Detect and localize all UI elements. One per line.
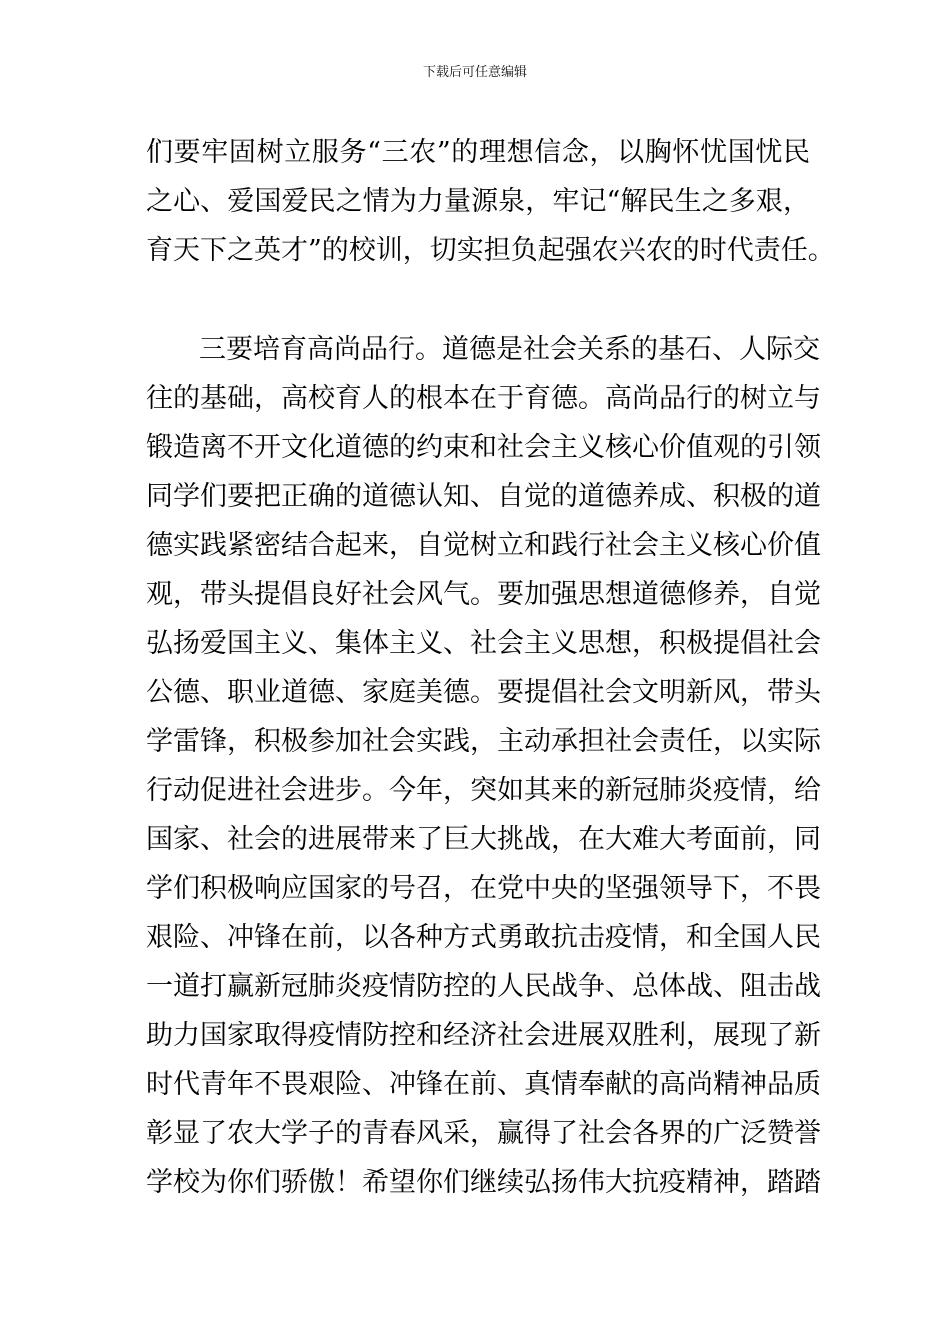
text-line: 观，带头提倡良好社会风气。要加强思想道德修养，自觉 — [146, 579, 821, 610]
text-line: 学校为你们骄傲！希望你们继续弘扬伟大抗疫精神，踏踏 — [146, 1167, 821, 1198]
text-line: 之心、爱国爱民之情为力量源泉，牢记“解民生之多艰， — [146, 186, 810, 217]
text-line: 行动促进社会进步。今年，突如其来的新冠肺炎疫情，给 — [146, 775, 821, 806]
text-line: 育天下之英才”的校训，切实担负起强农兴农的时代责任。 — [146, 235, 835, 266]
text-line: 德实践紧密结合起来，自觉树立和践行社会主义核心价值 — [146, 530, 821, 561]
text-line: 往的基础，高校育人的根本在于育德。高尚品行的树立与 — [146, 383, 821, 414]
text-line: 学们积极响应国家的号召，在党中央的坚强领导下，不畏 — [146, 873, 821, 904]
text-line: 艰险、冲锋在前，以各种方式勇敢抗击疫情，和全国人民 — [146, 922, 821, 953]
page-header: 下载后可任意编辑 — [422, 65, 527, 80]
text-line: 一道打赢新冠肺炎疫情防控的人民战争、总体战、阻击战 — [146, 971, 821, 1002]
text-line: 时代青年不畏艰险、冲锋在前、真情奉献的高尚精神品质 — [146, 1069, 821, 1100]
text-line: 同学们要把正确的道德认知、自觉的道德养成、积极的道 — [146, 481, 821, 512]
text-line: 们要牢固树立服务“三农”的理想信念，以胸怀忧国忧民 — [146, 137, 810, 168]
text-line: 助力国家取得疫情防控和经济社会进展双胜利，展现了新 — [146, 1020, 821, 1051]
text-line: 弘扬爱国主义、集体主义、社会主义思想，积极提倡社会 — [146, 628, 821, 659]
text-line: 学雷锋，积极参加社会实践，主动承担社会责任，以实际 — [146, 726, 821, 757]
text-line: 锻造离不开文化道德的约束和社会主义核心价值观的引领 — [146, 432, 821, 463]
text-line: 三要培育高尚品行。道德是社会关系的基石、人际交 — [199, 334, 820, 365]
text-line: 彰显了农大学子的青春风采，赢得了社会各界的广泛赞誉 — [146, 1118, 821, 1149]
text-line: 公德、职业道德、家庭美德。要提倡社会文明新风，带头 — [146, 677, 821, 708]
text-line: 国家、社会的进展带来了巨大挑战，在大难大考面前，同 — [146, 824, 821, 855]
